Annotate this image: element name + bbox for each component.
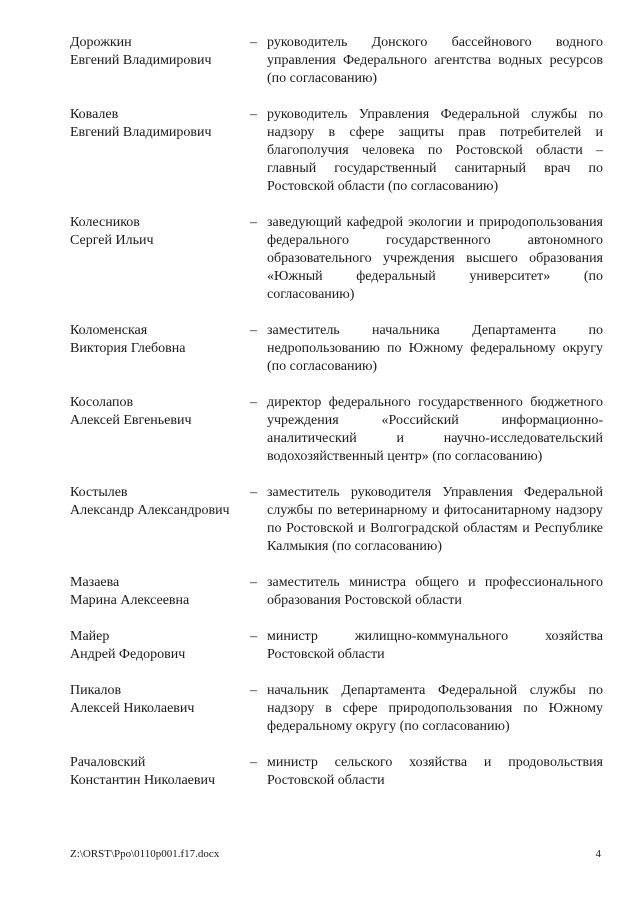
official-surname: Рачаловский — [70, 755, 146, 770]
official-given-names: Андрей Федорович — [70, 647, 186, 662]
official-position: руководитель Управления Федеральной службы по надзору в сфере защиты прав потребителей и благополучия человека по Ростовской области – главный государственный санитарный врач по Ростовской области (по согласованию) — [267, 107, 603, 194]
official-name — [70, 322, 250, 358]
dash-separator: – — [250, 395, 257, 410]
official-name — [70, 574, 250, 610]
official-entry — [70, 484, 603, 556]
dash-separator: – — [250, 215, 257, 230]
official-entry — [70, 628, 603, 664]
official-surname: Косолапов — [70, 395, 134, 410]
official-entry — [70, 394, 603, 466]
official-position: заместитель руководителя Управления Федеральной службы по ветеринарному и фитосанитарному надзору по Ростовской и Волгоградской областям и Республике Калмыкия (по согласованию) — [267, 485, 603, 554]
official-entry — [70, 34, 603, 88]
official-given-names: Константин Николаевич — [70, 773, 216, 788]
dash-separator: – — [250, 485, 257, 500]
official-surname: Ковалев — [70, 107, 119, 122]
dash-separator: – — [250, 575, 257, 590]
dash-separator: – — [250, 35, 257, 50]
official-position: министр сельского хозяйства и продовольствия Ростовской области — [267, 755, 603, 788]
official-given-names: Сергей Ильич — [70, 233, 154, 248]
official-surname: Дорожкин — [70, 35, 132, 50]
footer-file-path: Z:\ORST\Ppo\0110p001.f17.docx — [70, 848, 220, 860]
official-position: заместитель начальника Департамента по недропользованию по Южному федеральному округу (по согласованию) — [267, 323, 603, 374]
dash-separator: – — [250, 683, 257, 698]
official-position: директор федерального государственного бюджетного учреждения «Российский информационно-аналитический и научно-исследовательский водохозяйственный центр» (по согласованию) — [267, 395, 603, 464]
official-position: заведующий кафедрой экологии и природопользования федерального государственного автономного образовательного учреждения высшего образования «Южный федеральный университет» (по согласованию) — [267, 215, 603, 302]
dash-separator: – — [250, 107, 257, 122]
official-position: министр жилищно-коммунального хозяйства Ростовской области — [267, 629, 603, 662]
official-name — [70, 106, 250, 142]
official-name — [70, 34, 250, 70]
official-name — [70, 484, 250, 520]
official-given-names: Евгений Владимирович — [70, 125, 212, 140]
official-surname: Майер — [70, 629, 110, 644]
page-footer — [70, 847, 601, 861]
official-entry — [70, 106, 603, 196]
official-given-names: Алексей Николаевич — [70, 701, 195, 716]
official-surname: Мазаева — [70, 575, 120, 590]
official-name — [70, 628, 250, 664]
footer-page-number: 4 — [595, 848, 601, 860]
official-name — [70, 682, 250, 718]
official-entry — [70, 754, 603, 790]
official-entry — [70, 322, 603, 376]
official-position: заместитель министра общего и профессионального образования Ростовской области — [267, 575, 603, 608]
official-surname: Коломенская — [70, 323, 148, 338]
officials-list — [70, 34, 603, 808]
official-surname: Пикалов — [70, 683, 122, 698]
dash-separator: – — [250, 629, 257, 644]
official-surname: Костылев — [70, 485, 128, 500]
dash-separator: – — [250, 755, 257, 770]
official-given-names: Марина Алексеевна — [70, 593, 190, 608]
official-name — [70, 214, 250, 250]
official-entry — [70, 574, 603, 610]
official-surname: Колесников — [70, 215, 140, 230]
official-given-names: Александр Александрович — [70, 503, 230, 518]
official-position: руководитель Донского бассейнового водного управления Федерального агентства водных ресурсов (по согласованию) — [267, 35, 603, 86]
official-name — [70, 754, 250, 790]
official-name — [70, 394, 250, 430]
official-given-names: Евгений Владимирович — [70, 53, 212, 68]
official-given-names: Алексей Евгеньевич — [70, 413, 192, 428]
dash-separator: – — [250, 323, 257, 338]
official-entry — [70, 682, 603, 736]
official-position: начальник Департамента Федеральной службы по надзору в сфере природопользования по Южному федеральному округу (по согласованию) — [267, 683, 603, 734]
official-given-names: Виктория Глебовна — [70, 341, 186, 356]
official-entry — [70, 214, 603, 304]
